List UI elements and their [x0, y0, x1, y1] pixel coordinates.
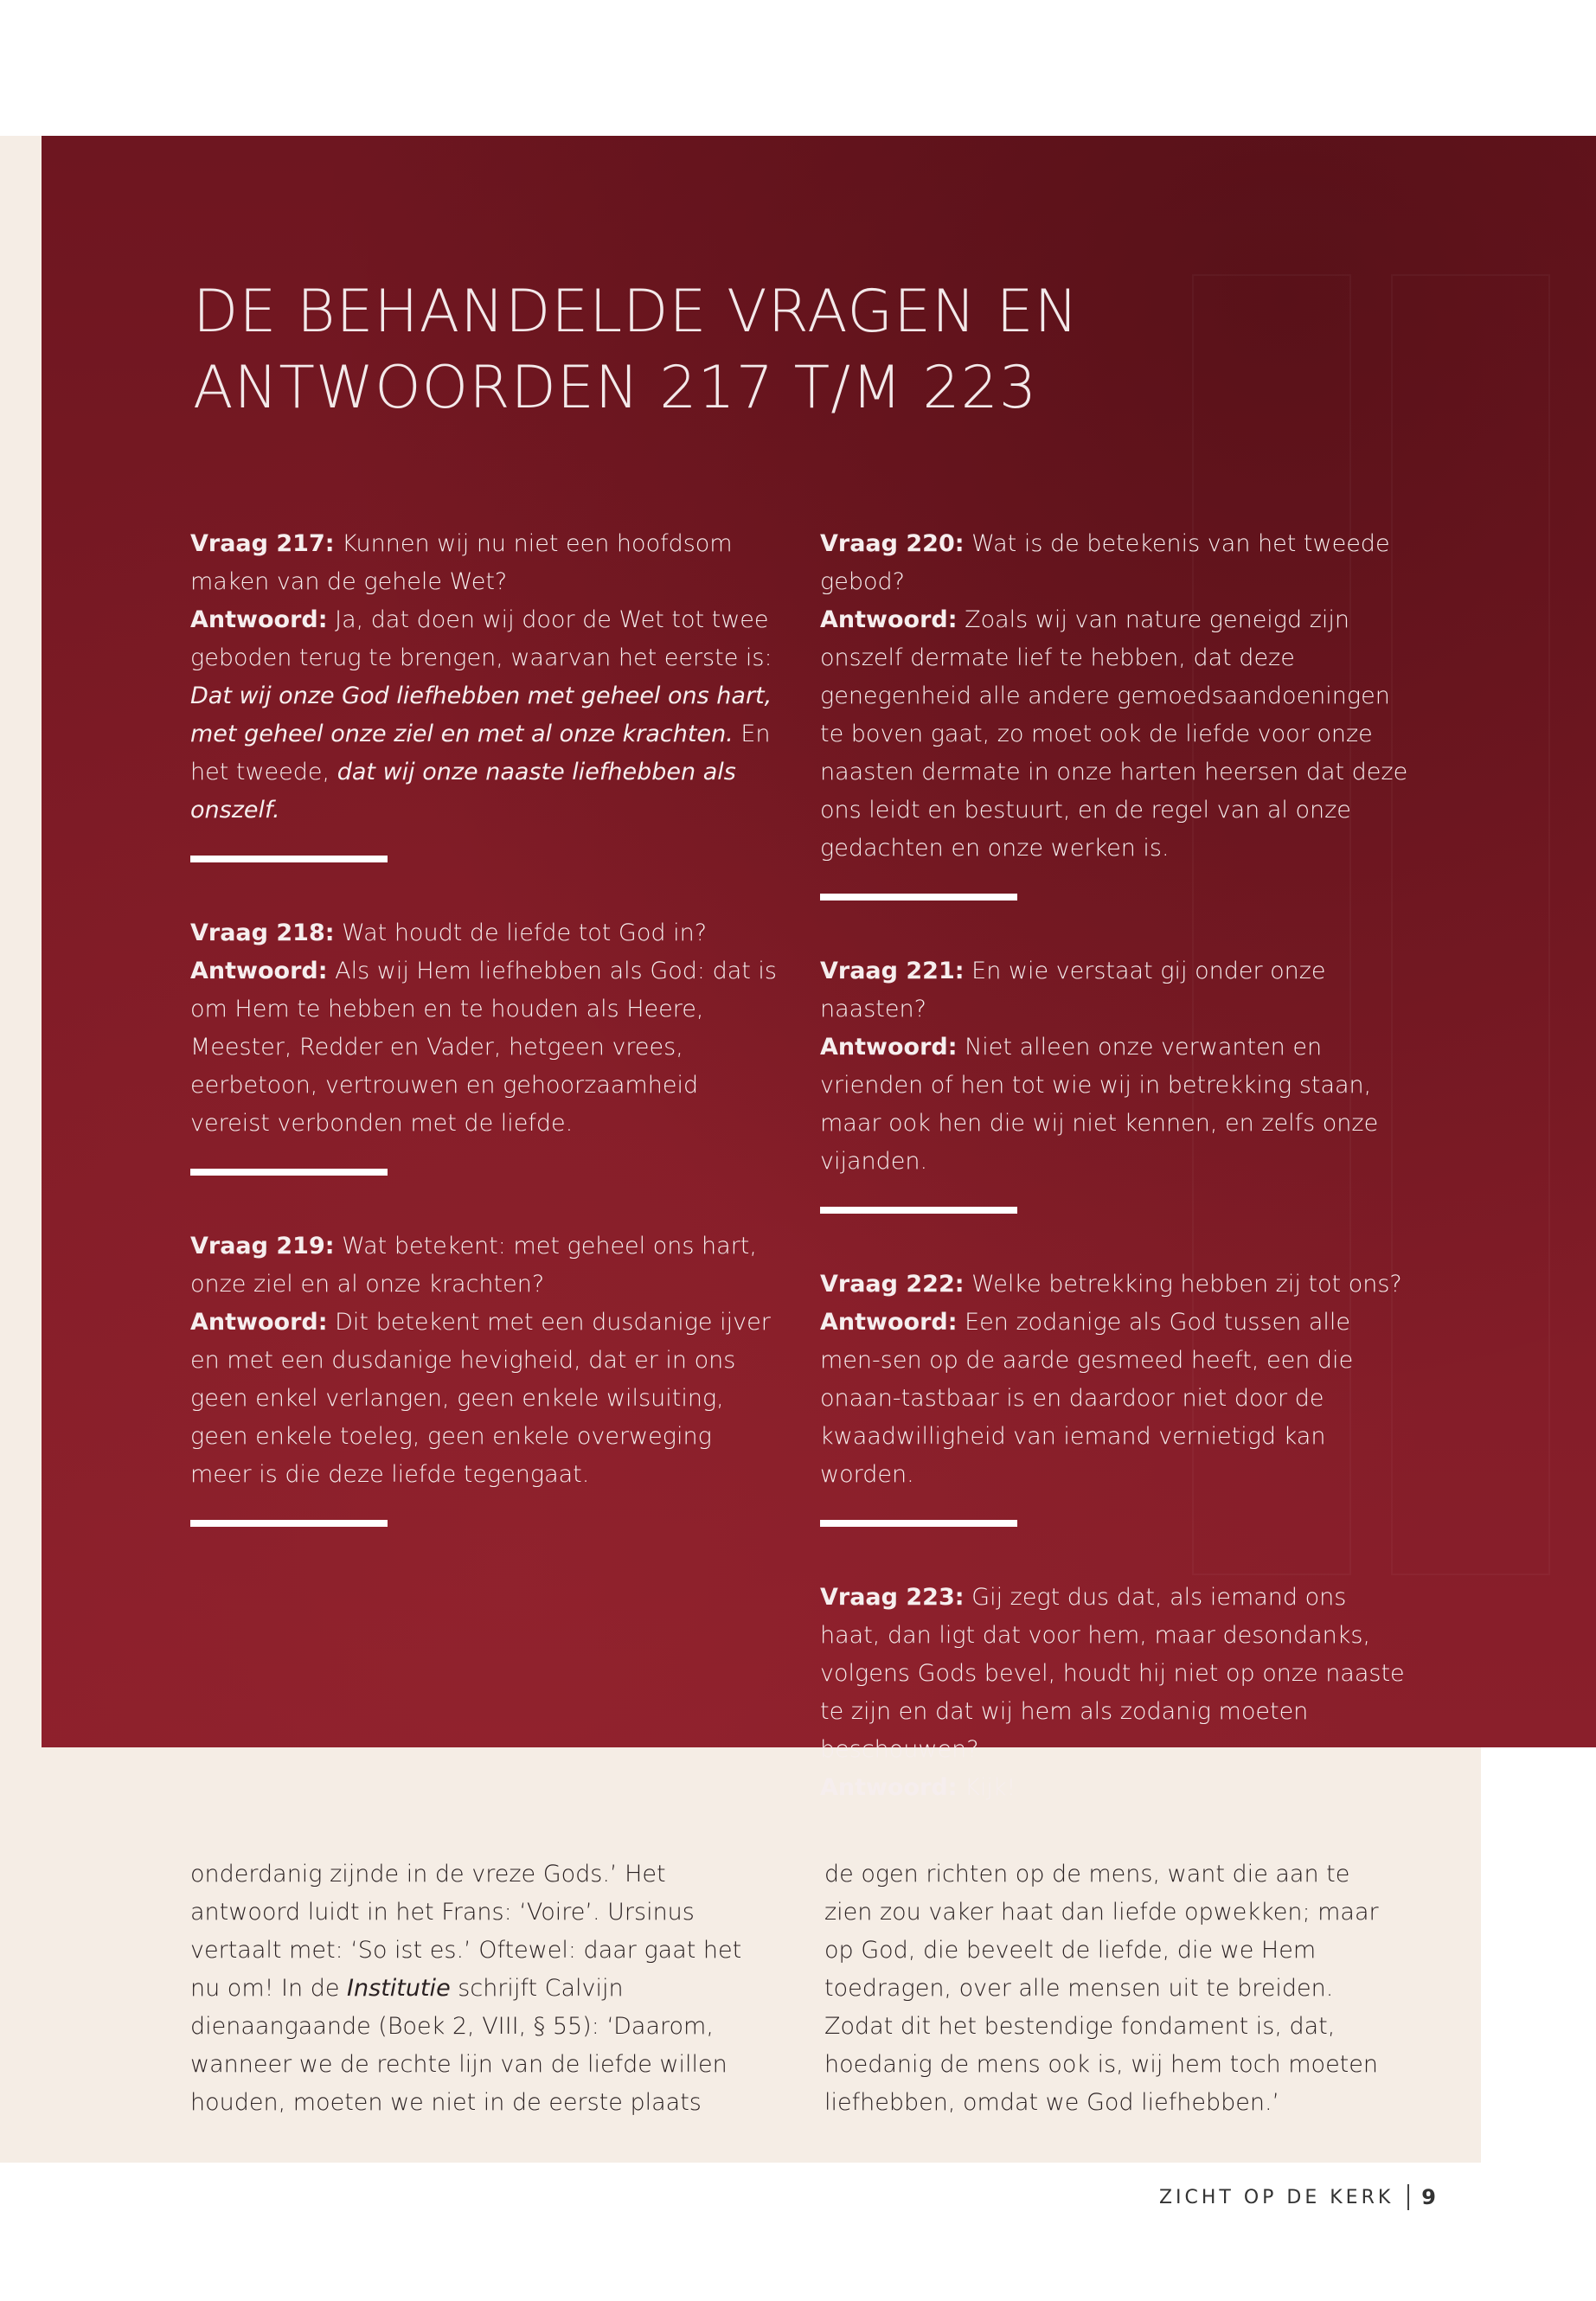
qa-column-left: [190, 525, 779, 1579]
answer-label: Antwoord:: [190, 958, 328, 984]
title-line-2: ANTWOORDEN 217 T/M 223: [193, 354, 1038, 422]
qa-218: [190, 914, 779, 1143]
answer-label: Antwoord:: [820, 1309, 958, 1336]
question-label: Vraag 218:: [190, 920, 335, 946]
answer-text-italic: dat wij onze naaste liefhebben als onszelf.: [190, 759, 736, 824]
page-footer: [1159, 2184, 1436, 2210]
question-text: Wat houdt de liefde tot God in?: [342, 920, 708, 946]
section-title: [193, 274, 1231, 426]
qa-217: [190, 525, 779, 830]
qa-column-right: [820, 525, 1408, 1807]
answer-text: Als wij Hem liefhebben als God: dat is om Hem te hebben en te houden als Heere, Meester, Redder en Vader, hetgeen vrees, eerbetoon, vertrouwen en gehoorzaamheid vereist verbonden met de liefde.: [190, 958, 777, 1137]
question-text: Welke betrekking hebben zij tot ons?: [971, 1271, 1402, 1298]
body-text: schrijft Calvijn dienaangaande (Boek 2, VIII, § 55): ‘Daarom, wanneer we de rechte lijn van de liefde willen houden, moeten we niet in de eerste plaats: [190, 1975, 727, 2116]
qa-223: [820, 1579, 1408, 1807]
question-text: Wat is de betekenis van het tweede gebod?: [820, 530, 1390, 595]
answer-label: Antwoord:: [820, 1034, 958, 1061]
answer-text-italic: Dat wij onze God liefhebben met geheel ons hart, met geheel onze ziel en met al onze krachten.: [190, 683, 772, 747]
answer-label: Antwoord:: [820, 1774, 958, 1801]
qa-220: [820, 525, 1408, 868]
divider-rule: [820, 894, 1017, 901]
question-label: Vraag 223:: [820, 1584, 965, 1611]
magazine-name: ZICHT OP DE KERK: [1158, 2186, 1394, 2208]
qa-219: [190, 1227, 779, 1494]
divider-rule: [820, 1520, 1017, 1527]
answer-label: Antwoord:: [190, 1309, 328, 1336]
question-label: Vraag 220:: [820, 530, 965, 557]
question-label: Vraag 217:: [190, 530, 335, 557]
question-text: Kunnen wij nu niet een hoofdsom maken van de gehele Wet?: [190, 530, 733, 595]
question-text: En wie verstaat gij onder onze naasten?: [820, 958, 1326, 1022]
answer-text: Kijk!: [965, 1774, 1016, 1801]
body-text: de ogen richten op de mens, want die aan te zien zou vaker haat dan liefde opwekken; maar op God, die beveelt de liefde, die we Hem toedragen, over alle mensen uit te breiden. Zodat dit het bestendige fondament is, dat, hoedanig de mens ook is, wij hem toch moeten liefhebben, omdat we God liefhebben.’: [824, 1861, 1379, 2116]
body-column-right: [824, 1856, 1395, 2122]
divider-rule: [820, 1207, 1017, 1214]
body-text: onderdanig zijnde in de vreze Gods.’ Het antwoord luidt in het Frans: ‘Voire’. Ursinus vertaalt met: ‘So ist es.’ Oftewel: daar gaat het nu om! In de: [190, 1861, 742, 2002]
answer-text: Ja, dat doen wij door de Wet tot twee geboden terug te brengen, waarvan het eerste is:: [190, 606, 772, 671]
divider-rule: [190, 1169, 388, 1176]
question-text: Gij zegt dus dat, als iemand ons haat, dan ligt dat voor hem, maar desondanks, volgens Gods bevel, houdt hij niet op onze naaste te zijn en dat wij hem als zodanig moeten beschouwen?: [820, 1584, 1405, 1763]
answer-text: Dit betekent met een dusdanige ijver en met een dusdanige hevigheid, dat er in ons geen enkel verlangen, geen enkele wilsuiting, geen enkele toeleg, geen enkele overweging meer is die deze liefde tegengaat.: [190, 1309, 771, 1488]
title-line-1: DE BEHANDELDE VRAGEN EN: [193, 278, 1080, 346]
qa-221: [820, 952, 1408, 1181]
answer-label: Antwoord:: [820, 606, 958, 633]
background-pillar: [1391, 274, 1550, 1575]
question-label: Vraag 222:: [820, 1271, 965, 1298]
question-label: Vraag 221:: [820, 958, 965, 984]
footer-separator: [1407, 2184, 1409, 2210]
divider-rule: [190, 856, 388, 862]
divider-rule: [190, 1520, 388, 1527]
answer-text: Niet alleen onze verwanten en vrienden of hen tot wie wij in betrekking staan, maar ook hen die wij niet kennen, en zelfs onze vijanden.: [820, 1034, 1379, 1175]
qa-222: [820, 1266, 1408, 1494]
answer-text: Een zodanige als God tussen alle men-sen op de aarde gesmeed heeft, een die onaan-tastbaar is en daardoor niet door de kwaadwilligheid van iemand vernietigd kan worden.: [820, 1309, 1354, 1488]
qa-panel: [42, 136, 1596, 1801]
page-number: 9: [1421, 2185, 1436, 2209]
answer-label: Antwoord:: [190, 606, 328, 633]
body-text-italic: Institutie: [347, 1975, 451, 2002]
answer-text: Zoals wij van nature geneigd zijn onszelf dermate lief te hebben, dat deze genegenheid alle andere gemoedsaandoeningen te boven gaat, zo moet ook de liefde voor onze naasten dermate in onze harten heersen dat deze ons leidt en bestuurt, en de regel van al onze gedachten en onze werken is.: [820, 606, 1408, 862]
answer-text: En het tweede,: [190, 721, 771, 785]
question-text: Wat betekent: met geheel ons hart, onze ziel en al onze krachten?: [190, 1233, 757, 1298]
body-column-left: [190, 1856, 761, 2122]
question-label: Vraag 219:: [190, 1233, 335, 1259]
